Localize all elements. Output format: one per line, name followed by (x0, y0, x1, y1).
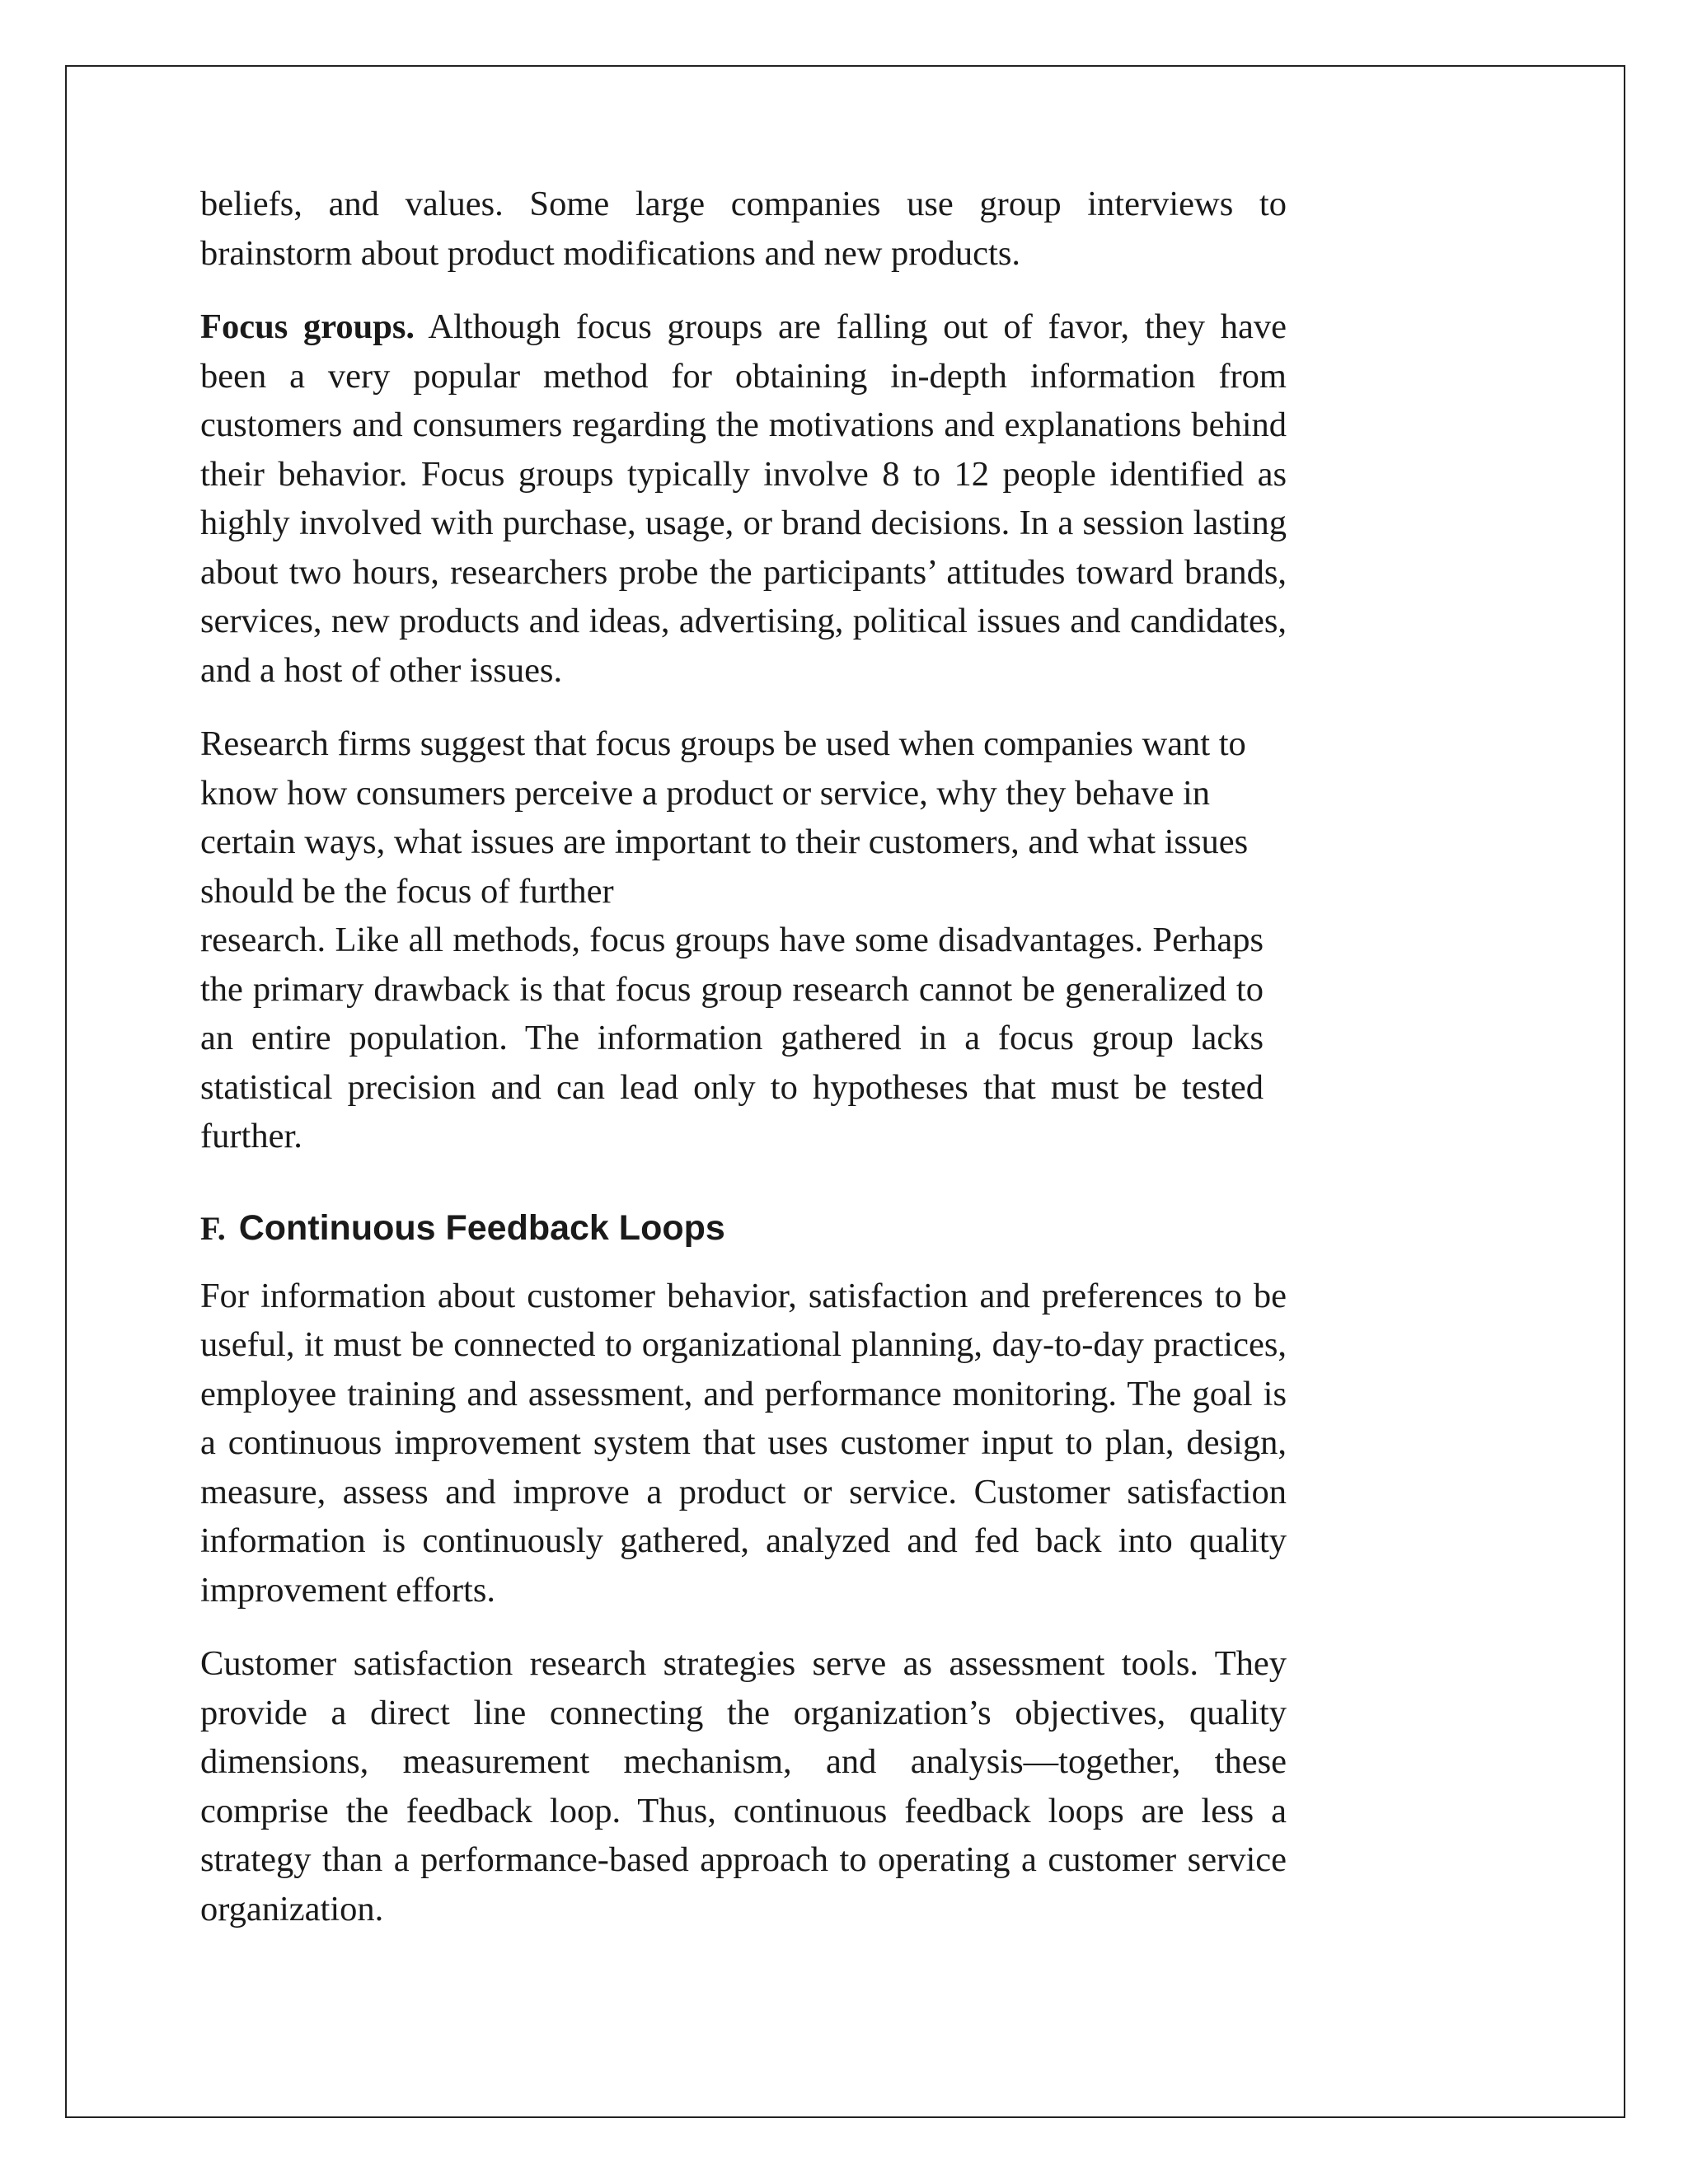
intro-paragraph: beliefs, and values. Some large companies use group interviews to brainstorm about product modifications and new products. (200, 185, 1287, 273)
page-content (200, 180, 1287, 1958)
focus-groups-body: Although focus groups are falling out of favor, they have been a very popular method for obtaining in-depth information from customers and consumers regarding the motivations and explanations behind their behavior. Focus groups typically involve 8 to 12 people identified as highly involved with purchase, usage, or brand decisions. In a session lasting about two hours, researchers probe the participants’ attitudes toward brands, services, new products and ideas, advertising, political issues and candidates, and a host of other issues. (200, 307, 1287, 690)
research-firms-paragraph: Research firms suggest that focus groups be used when companies want to know how consumers perceive a product or service, why they behave in certain ways, what issues are important to their customers, and what issues should be the focus of further (200, 724, 1249, 911)
focus-groups-paragraph (200, 302, 1287, 695)
feedback-paragraph-1: For information about customer behavior, satisfaction and preferences to be useful, it must be connected to organizational planning, day-to-day practices, employee training and assessment, and performance monitoring. The goal is a continuous improvement system that uses customer input to plan, design, measure, assess and improve a product or service. Customer satisfaction information is continuously gathered, analyzed and fed back into quality improvement efforts. (200, 1276, 1287, 1610)
section-f-letter: F. (200, 1209, 226, 1247)
feedback-paragraph-2: Customer satisfaction research strategies serve as assessment tools. They provide a direct line connecting the organization’s objectives, quality dimensions, measurement mechanism, and analysis—together, these comprise the feedback loop. Thus, continuous feedback loops are less a strategy than a performance-based approach to operating a customer service organization. (200, 1644, 1287, 1929)
section-f-heading (200, 1199, 1287, 1252)
section-f-title: Continuous Feedback Loops (238, 1207, 725, 1248)
research-firms-continuation: research. Like all methods, focus groups have some disadvantages. Perhaps the primary drawback is that focus group research cannot be generalized to an entire population. The information gathered in a focus group lacks statistical precision and can lead only to hypotheses that must be tested further. (200, 921, 1264, 1155)
focus-groups-heading: Focus groups. (200, 307, 415, 346)
